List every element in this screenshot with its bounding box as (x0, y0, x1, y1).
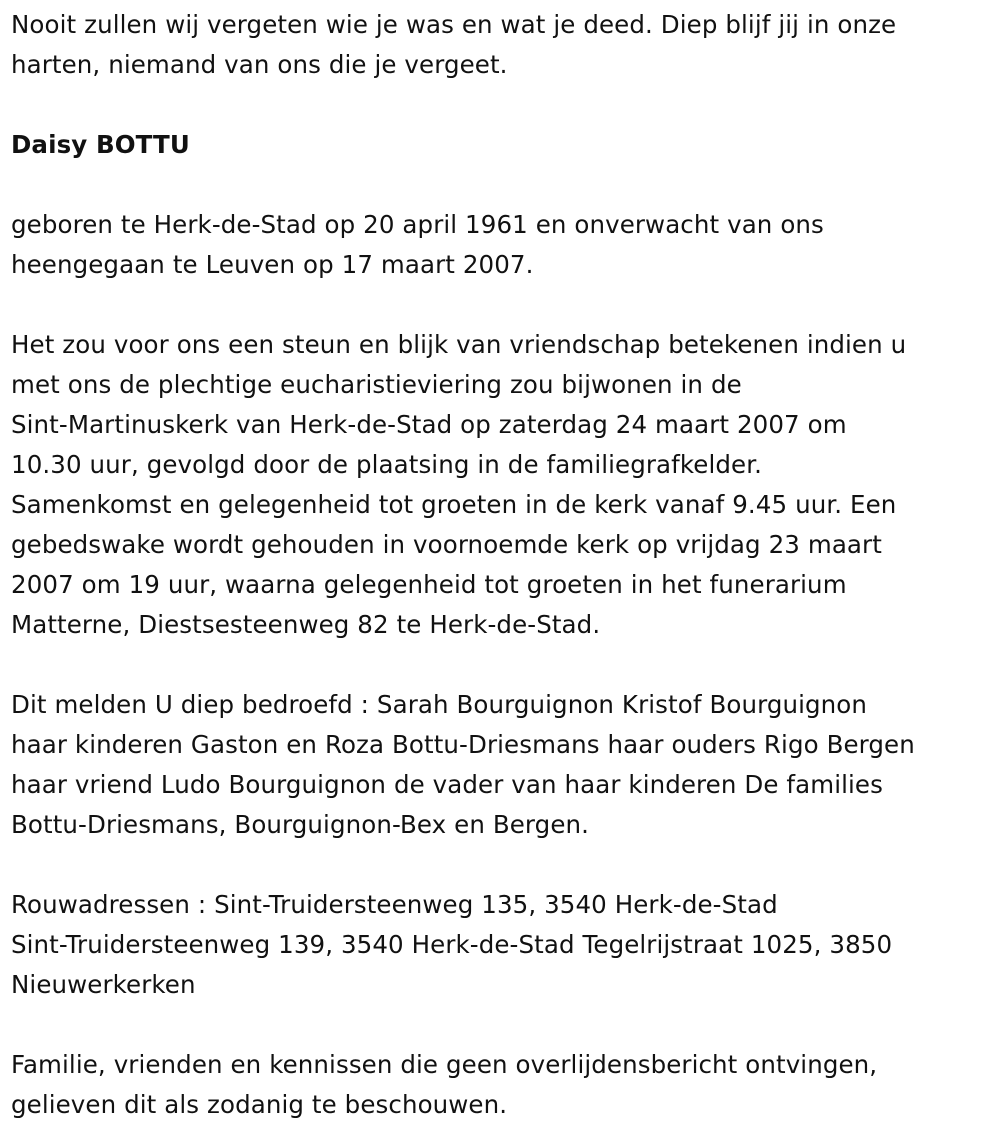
intro-line: harten, niemand van ons die je vergeet. (11, 50, 508, 79)
family-paragraph (11, 685, 915, 845)
deceased-name: Daisy BOTTU (11, 130, 190, 159)
closing-line: gelieven dit als zodanig te beschouwen. (11, 1090, 508, 1119)
family-line: haar vriend Ludo Bourguignon de vader van haar kinderen De families (11, 770, 883, 799)
family-line: haar kinderen Gaston en Roza Bottu-Driesmans haar ouders Rigo Bergen (11, 730, 915, 759)
intro-line: Nooit zullen wij vergeten wie je was en wat je deed. Diep blijf jij in onze (11, 10, 897, 39)
closing-line: Familie, vrienden en kennissen die geen overlijdensbericht ontvingen, (11, 1050, 878, 1079)
service-line: 10.30 uur, gevolgd door de plaatsing in de familiegrafkelder. (11, 450, 763, 479)
family-line: Dit melden U diep bedroefd : Sarah Bourguignon Kristof Bourguignon (11, 690, 868, 719)
birth-death-paragraph (11, 205, 824, 285)
address-line: Rouwadressen : Sint-Truidersteenweg 135, 3540 Herk-de-Stad (11, 890, 778, 919)
service-line: Matterne, Diestsesteenweg 82 te Herk-de-Stad. (11, 610, 601, 639)
service-line: gebedswake wordt gehouden in voornoemde kerk op vrijdag 23 maart (11, 530, 882, 559)
service-line: 2007 om 19 uur, waarna gelegenheid tot groeten in het funerarium (11, 570, 847, 599)
intro-paragraph (11, 5, 896, 85)
family-line: Bottu-Driesmans, Bourguignon-Bex en Bergen. (11, 810, 590, 839)
closing-paragraph (11, 1045, 877, 1125)
service-line: Samenkomst en gelegenheid tot groeten in de kerk vanaf 9.45 uur. Een (11, 490, 897, 519)
condolence-address-paragraph (11, 885, 892, 1005)
service-paragraph (11, 325, 906, 645)
service-line: Sint-Martinuskerk van Herk-de-Stad op zaterdag 24 maart 2007 om (11, 410, 847, 439)
address-line: Sint-Truidersteenweg 139, 3540 Herk-de-Stad Tegelrijstraat 1025, 3850 (11, 930, 893, 959)
address-line: Nieuwerkerken (11, 970, 196, 999)
service-line: met ons de plechtige eucharistieviering zou bijwonen in de (11, 370, 742, 399)
birth-line: geboren te Herk-de-Stad op 20 april 1961 en onverwacht van ons (11, 210, 824, 239)
service-line: Het zou voor ons een steun en blijk van vriendschap betekenen indien u (11, 330, 907, 359)
birth-line: heengegaan te Leuven op 17 maart 2007. (11, 250, 534, 279)
